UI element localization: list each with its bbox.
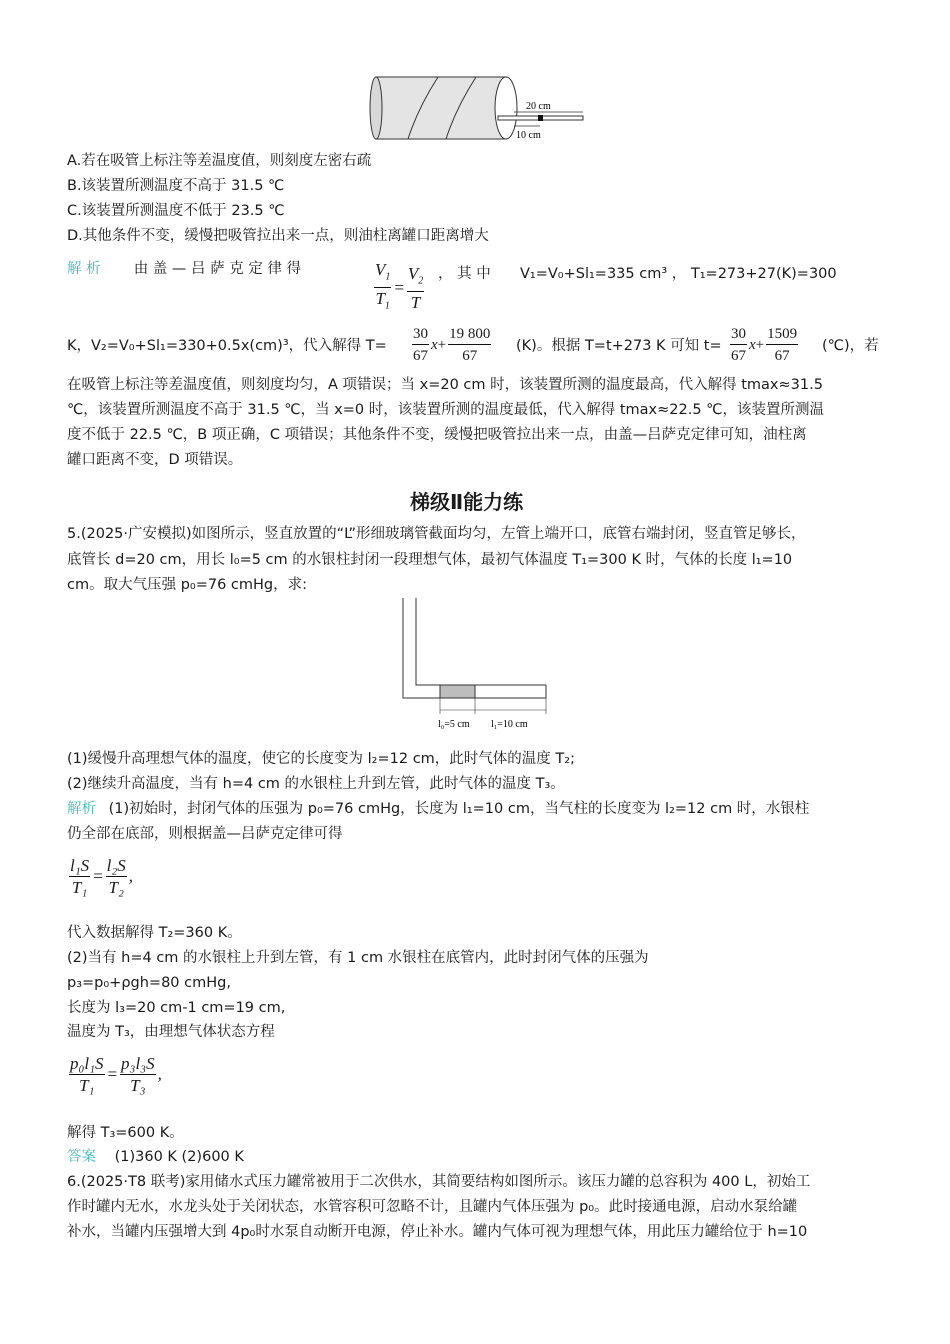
q5-a2: 仍全部在底部，则根据盖—吕萨克定律可得 — [67, 826, 343, 842]
option-d: D.其他条件不变，缓慢把吸管拉出来一点，则油柱离罐口距离增大 — [67, 228, 489, 244]
q5-a8: 解得 T₃=600 K。 — [67, 1125, 184, 1141]
q5-l3: cm。取大气压强 p₀=76 cmHg，求: — [67, 577, 308, 593]
analysis1-intro: 由 盖 — 吕 萨 克 定 律 得 — [133, 261, 302, 277]
analysis1-l6: 罐口距离不变，D 项错误。 — [67, 452, 243, 468]
temp-expression: $\frac{30}{67}$ x+ $\frac{1509}{67}$ — [731, 326, 798, 364]
q5-a5: p₃=p₀+ρgh=80 cmHg, — [67, 975, 231, 991]
equation-2: $\frac{\text{p₀l₁S}}{\text{T₁}}$ = $\frac{\text{p₃l₃S}}{\text{T₃}}$ , — [70, 1054, 162, 1095]
q5-s2: (2)继续升高温度，当有 h=4 cm 的水银柱上升到左管，此时气体的温度 T₃。 — [67, 776, 565, 792]
answer-tag: 答案 — [67, 1149, 96, 1165]
analysis1-l2b: (K)。根据 T=t+273 K 可知 t= — [516, 338, 722, 354]
q5-analysis-tag: 解析 — [67, 801, 96, 817]
analysis1-l3: 在吸管上标注等差温度值，则刻度均匀，A 项错误；当 x=20 cm 时，该装置所测的温度最高，代入解得 tmax≈31.5 — [67, 377, 823, 393]
label-10cm: 10 cm — [516, 130, 541, 141]
q5-a7: 温度为 T₃，由理想气体状态方程 — [67, 1024, 275, 1040]
analysis-tag: 解 析 — [67, 261, 101, 277]
analysis1-l2a: K，V₂=V₀+Sl₁=330+0.5x(cm)³，代入解得 T= — [67, 338, 387, 354]
analysis1-line1 — [67, 258, 301, 279]
l-tube-figure — [398, 596, 550, 734]
q6-l3: 补水，当罐内压强增大到 4p₀时水泵自动断开电源，停止补水。罐内气体可视为理想气体，用此压力罐给位于 h=10 — [67, 1224, 808, 1240]
tank-figure — [368, 72, 588, 144]
option-a: A.若在吸管上标注等差温度值，则刻度左密右疏 — [67, 153, 372, 169]
q6-l1: 6.(2025·T8 联考)家用储水式压力罐常被用于二次供水，其简要结构如图所示。该压力罐的总容积为 400 L，初始工 — [67, 1174, 811, 1190]
analysis1-l1: V₁=V₀+Sl₁=335 cm³ ， T₁=273+27(K)=300 — [520, 266, 837, 282]
analysis1-l4: ℃，该装置所测温度不高于 31.5 ℃，当 x=0 时，该装置所测的温度最低，代入解得 tmax≈22.5 ℃，该装置所测温 — [67, 402, 824, 418]
q5-a4: (2)当有 h=4 cm 的水银柱上升到左管，有 1 cm 水银柱在底管内，此时封闭气体的压强为 — [67, 950, 649, 966]
q5-l2: 底管长 d=20 cm，用长 l₀=5 cm 的水银柱封闭一段理想气体，最初气体温度 T₁=300 K 时，气体的长度 l₁=10 — [67, 552, 793, 568]
equation-1: $\frac{\text{l₁S}}{\text{T₁}}$ = $\frac{\text{l₂S}}{\text{T₂}}$ , — [70, 856, 134, 897]
label-20cm: 20 cm — [526, 101, 551, 112]
section-title: 梯级Ⅱ能力练 — [410, 490, 524, 514]
q5-l1: 5.(2025·广安模拟)如图所示，竖直放置的“L”形细玻璃管截面均匀，左管上端开口，底管右端封闭，竖直管足够长， — [67, 526, 806, 542]
analysis1-l5: 度不低于 22.5 ℃，B 项正确，C 项错误；其他条件不变，缓慢把吸管拉出来一点，由盖—吕萨克定律可知，油柱离 — [67, 427, 807, 443]
analysis1-mid: ， 其 中 — [438, 266, 491, 282]
t-expression: $\frac{30}{67}$ x+ $\frac{19 800}{67}$ — [413, 326, 491, 364]
option-b: B.该装置所测温度不高于 31.5 ℃ — [67, 178, 285, 194]
q5-a3: 代入数据解得 T₂=360 K。 — [67, 925, 242, 941]
q5-a6: 长度为 l₃=20 cm-1 cm=19 cm, — [67, 1000, 286, 1016]
q5-s1: (1)缓慢升高理想气体的温度，使它的长度变为 l₂=12 cm，此时气体的温度 T₂; — [67, 751, 575, 767]
q5-a1-line — [67, 799, 809, 819]
q5-answer-line — [67, 1147, 244, 1167]
q5-answer: (1)360 K (2)600 K — [114, 1149, 244, 1165]
label-l1: l₁=10 cm — [491, 719, 528, 730]
analysis1-l2c: (℃)，若 — [822, 338, 879, 354]
option-c: C.该装置所测温度不低于 23.5 ℃ — [67, 203, 285, 219]
gaylussac-equation: $\frac{V_1}{T_1}$ = $\frac{V_2}{T}$ — [375, 260, 424, 313]
q5-a1: (1)初始时，封闭气体的压强为 p₀=76 cmHg，长度为 l₁=10 cm，当气柱的长度变为 l₂=12 cm 时，水银柱 — [108, 801, 810, 817]
q6-l2: 作时罐内无水，水龙头处于关闭状态，水管容积可忽略不计，且罐内气体压强为 p₀。此时接通电源，启动水泵给罐 — [67, 1199, 798, 1215]
label-l0: l₀=5 cm — [438, 719, 470, 730]
